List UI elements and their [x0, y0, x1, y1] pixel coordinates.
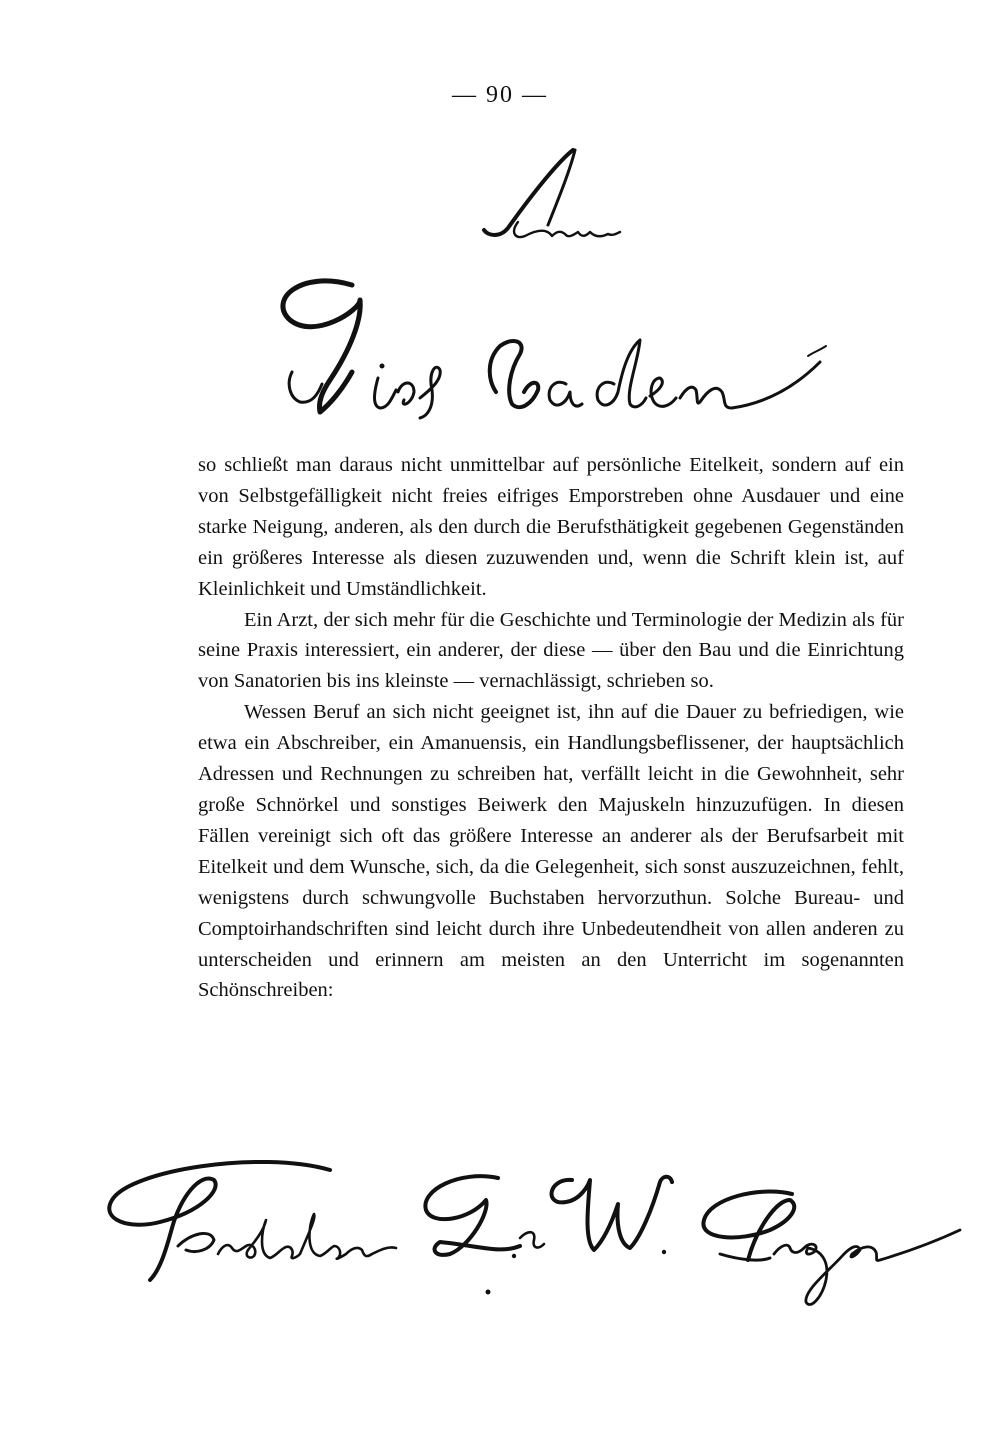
paragraph-2: Ein Arzt, der sich mehr für die Geschichte und Terminologie der Medizin als für seine Praxis interessiert, ein anderer, der diese — über den Bau und die Einrichtung von Sanatorien bis ins kleinste — vernachlässigt, schrieben so. [198, 608, 904, 693]
paragraph-1: so schließt man daraus nicht unmittelbar auf persönliche Eitelkeit, sondern auf ein von Selbstgefälligkeit nicht freies eifriges Emporstreben ohne Ausdauer und eine starke Neigung, anderen, als den durch die Berufsthätigkeit gegebenen Gegenständen ein größeres Interesse als diesen zuzuwenden und, wenn die Schrift klein ist, auf Kleinlichkeit und Umständlichkeit. [198, 454, 904, 600]
handwritten-salutation-text: Herrn [560, 210, 564, 211]
paragraph-3: Wessen Beruf an sich nicht geeignet ist, ihn auf die Dauer zu befriedigen, wie etwa ein Abschreiber, ein Amanuensis, ein Handlungsbeflissener, der hauptsächlich Adressen und Rechnungen zu schreiben hat, verfällt leicht in die Gewohnheit, sehr große Schnörkel und sonstiges Beiwerk den Majuskeln hinzuzufügen. In diesen Fällen vereinigt sich oft das größere Interesse an anderer als der Berufsarbeit mit Eitelkeit und dem Wunsche, sich, da die Gelegenheit, sich sonst auszuzeichnen, fehlt, wenigstens durch schwungvolle Buchstaben hervorzuthun. Solche Bureau- und Comptoirhandschriften sind leicht durch ihre Unbedeutendheit von allen anderen zu unterscheiden und erinnern am meisten an den Unterricht im sogenannten Schönschreiben: [198, 701, 904, 1002]
handwritten-address-image [0, 0, 1000, 440]
page-number: — 90 — [452, 82, 548, 108]
body-text [198, 450, 904, 1006]
handwritten-city-text: Wiesbaden [560, 400, 566, 401]
handwritten-signature-image [0, 1150, 1000, 1350]
handwritten-signature-text: Professor Dr. W. Preyer [500, 1250, 512, 1251]
